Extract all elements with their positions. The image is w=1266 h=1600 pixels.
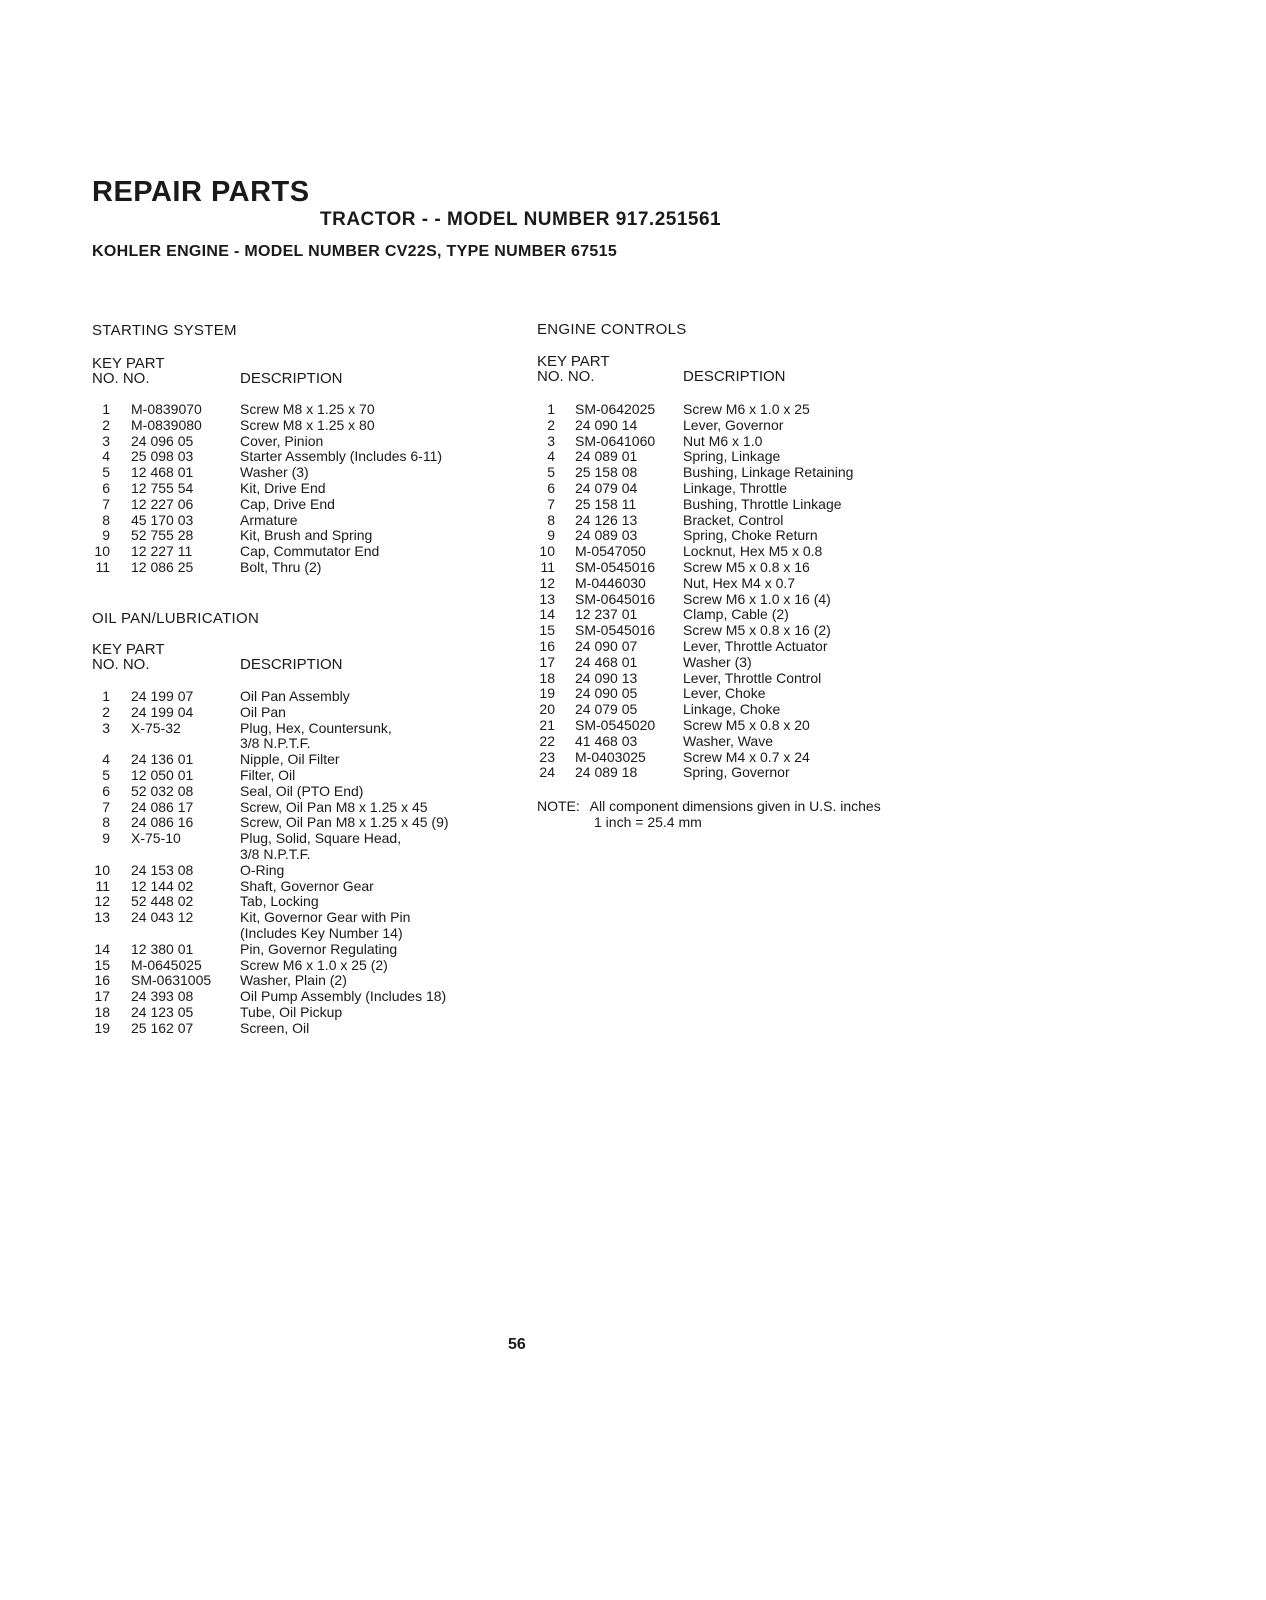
- key-number: 6: [102, 479, 110, 496]
- key-part-header: KEY PART: [92, 641, 165, 658]
- table-row: [92, 973, 512, 989]
- part-description: Plug, Hex, Countersunk,: [240, 719, 392, 736]
- part-description: Shaft, Governor Gear: [240, 877, 374, 894]
- part-description: Plug, Solid, Square Head,: [240, 830, 402, 847]
- key-number: 13: [94, 909, 110, 926]
- part-description: Pin, Governor Regulating: [240, 940, 398, 957]
- note-text: All component dimensions given in U.S. inches: [589, 798, 881, 814]
- key-number: 6: [547, 479, 555, 496]
- engine-controls-list: [537, 402, 957, 781]
- key-number: 2: [102, 416, 110, 433]
- part-description: Washer (3): [683, 653, 752, 670]
- part-number: 12 227 11: [131, 543, 193, 560]
- part-description: Locknut, Hex M5 x 0.8: [683, 543, 823, 560]
- part-description: Screen, Oil: [240, 1019, 310, 1036]
- table-row: [92, 879, 512, 895]
- starting-system-list: [92, 402, 512, 576]
- table-row: [537, 528, 957, 544]
- table-row: [537, 418, 957, 434]
- key-number: 16: [539, 637, 555, 654]
- part-number: 24 090 07: [575, 637, 638, 654]
- part-number: 52 755 28: [131, 527, 194, 544]
- key-number: 7: [547, 495, 555, 512]
- part-number: 24 090 14: [575, 416, 638, 433]
- oil-pan-header: [92, 642, 392, 674]
- key-number: 4: [102, 448, 110, 465]
- no-no-header: NO. NO.: [92, 370, 150, 387]
- part-description: Nut, Hex M4 x 0.7: [683, 574, 796, 591]
- table-row: [92, 1021, 512, 1037]
- part-description: Lever, Governor: [683, 416, 784, 433]
- key-number: 17: [539, 653, 555, 670]
- key-number: 8: [102, 814, 110, 831]
- key-number: 1: [102, 401, 110, 417]
- table-row: [92, 449, 512, 465]
- part-description: Nipple, Oil Filter: [240, 751, 340, 768]
- key-number: 18: [94, 1003, 110, 1020]
- table-row: [537, 449, 957, 465]
- starting-system-header: [92, 356, 392, 388]
- part-number: 24 089 01: [575, 448, 638, 465]
- part-number: 24 123 05: [131, 1003, 194, 1020]
- part-number: 25 162 07: [131, 1019, 194, 1036]
- part-number: 12 227 06: [131, 495, 194, 512]
- part-description: Screw M4 x 0.7 x 24: [683, 748, 810, 765]
- part-description: Lever, Choke: [683, 685, 766, 702]
- part-number: 24 043 12: [131, 909, 194, 926]
- key-number: 10: [94, 543, 110, 560]
- table-row: [537, 513, 957, 529]
- part-description: Spring, Linkage: [683, 448, 781, 465]
- note-label: NOTE:: [537, 798, 580, 814]
- key-number: 22: [539, 732, 555, 749]
- part-number: X-75-32: [131, 719, 181, 736]
- table-row-continuation: [92, 736, 512, 752]
- table-row: [92, 434, 512, 450]
- part-description: Kit, Governor Gear with Pin: [240, 909, 411, 926]
- key-number: 4: [102, 751, 110, 768]
- key-part-header: KEY PART: [92, 355, 165, 372]
- oil-pan-title: OIL PAN/LUBRICATION: [92, 610, 260, 627]
- table-row: [537, 702, 957, 718]
- table-row: [537, 560, 957, 576]
- table-row: [537, 686, 957, 702]
- part-description: Bushing, Throttle Linkage: [683, 495, 842, 512]
- table-row: [537, 576, 957, 592]
- part-description: Oil Pan Assembly: [240, 688, 350, 704]
- key-number: 3: [102, 432, 110, 449]
- key-number: 19: [94, 1019, 110, 1036]
- table-row: [92, 863, 512, 879]
- part-number: 24 086 17: [131, 798, 194, 815]
- table-row: [92, 894, 512, 910]
- key-number: 9: [547, 527, 555, 544]
- part-number: 24 468 01: [575, 653, 638, 670]
- key-number: 11: [540, 558, 555, 575]
- table-row-continuation: [92, 847, 512, 863]
- key-number: 9: [102, 527, 110, 544]
- part-description-continued: (Includes Key Number 14): [240, 924, 403, 941]
- engine-controls-title: ENGINE CONTROLS: [537, 321, 687, 338]
- part-description: Screw M8 x 1.25 x 70: [240, 401, 375, 417]
- part-description: Nut M6 x 1.0: [683, 432, 763, 449]
- key-number: 18: [539, 669, 555, 686]
- table-row: [92, 689, 512, 705]
- table-row: [92, 958, 512, 974]
- key-number: 12: [539, 574, 555, 591]
- key-number: 15: [539, 622, 555, 639]
- part-description: Bolt, Thru (2): [240, 558, 322, 575]
- table-row: [537, 639, 957, 655]
- part-number: M-0645025: [131, 956, 202, 973]
- description-header: DESCRIPTION: [240, 370, 343, 387]
- part-number: M-0839080: [131, 416, 202, 433]
- table-row: [537, 481, 957, 497]
- part-description: Washer, Wave: [683, 732, 773, 749]
- part-description: Bushing, Linkage Retaining: [683, 464, 854, 481]
- part-number: 12 144 02: [131, 877, 194, 894]
- table-row: [92, 768, 512, 784]
- key-number: 1: [102, 688, 110, 704]
- page-number: 56: [508, 1336, 526, 1353]
- part-number: 24 096 05: [131, 432, 194, 449]
- part-description: Screw, Oil Pan M8 x 1.25 x 45: [240, 798, 428, 815]
- part-description-continued: 3/8 N.P.T.F.: [240, 735, 311, 752]
- part-number: 52 448 02: [131, 893, 194, 910]
- table-row: [537, 434, 957, 450]
- part-description-continued: 3/8 N.P.T.F.: [240, 845, 311, 862]
- part-number: 12 468 01: [131, 464, 194, 481]
- part-number: 25 158 08: [575, 464, 638, 481]
- tractor-model-heading: TRACTOR - - MODEL NUMBER 917.251561: [320, 209, 722, 230]
- part-description: Cap, Commutator End: [240, 543, 380, 560]
- part-description: O-Ring: [240, 861, 285, 878]
- part-number: 24 126 13: [575, 511, 638, 528]
- key-number: 14: [539, 606, 555, 623]
- key-number: 13: [539, 590, 555, 607]
- table-row: [92, 513, 512, 529]
- part-number: 24 079 04: [575, 479, 638, 496]
- table-row: [537, 750, 957, 766]
- part-description: Cover, Pinion: [240, 432, 324, 449]
- part-number: 24 136 01: [131, 751, 194, 768]
- part-description: Screw, Oil Pan M8 x 1.25 x 45 (9): [240, 814, 449, 831]
- part-description: Kit, Brush and Spring: [240, 527, 373, 544]
- part-number: 41 468 03: [575, 732, 638, 749]
- part-description: Filter, Oil: [240, 766, 296, 783]
- part-number: 25 098 03: [131, 448, 194, 465]
- part-description: Screw M6 x 1.0 x 25: [683, 401, 810, 417]
- table-row: [92, 402, 512, 418]
- table-row: [537, 734, 957, 750]
- engine-controls-header: [537, 354, 837, 386]
- table-row: [92, 544, 512, 560]
- table-row: [537, 655, 957, 671]
- table-row: [92, 752, 512, 768]
- part-description: Tube, Oil Pickup: [240, 1003, 343, 1020]
- table-row: [92, 815, 512, 831]
- table-row: [537, 671, 957, 687]
- table-row: [537, 544, 957, 560]
- part-number: 45 170 03: [131, 511, 194, 528]
- description-header: DESCRIPTION: [683, 368, 786, 385]
- table-row: [92, 989, 512, 1005]
- key-number: 3: [547, 432, 555, 449]
- description-header: DESCRIPTION: [240, 656, 343, 673]
- key-number: 8: [547, 511, 555, 528]
- part-description: Screw M6 x 1.0 x 16 (4): [683, 590, 831, 607]
- part-description: Cap, Drive End: [240, 495, 335, 512]
- key-number: 21: [539, 716, 555, 733]
- table-row: [92, 942, 512, 958]
- part-number: 24 090 13: [575, 669, 638, 686]
- key-part-header: KEY PART: [537, 353, 610, 370]
- part-number: SM-0641060: [575, 432, 656, 449]
- table-row: [92, 497, 512, 513]
- part-number: 24 089 18: [575, 764, 638, 781]
- table-row: [92, 418, 512, 434]
- part-description: Tab, Locking: [240, 893, 319, 910]
- part-description: Screw M5 x 0.8 x 16: [683, 558, 810, 575]
- key-number: 12: [94, 893, 110, 910]
- table-row: [537, 623, 957, 639]
- key-number: 2: [102, 703, 110, 720]
- part-number: 24 393 08: [131, 988, 194, 1005]
- part-number: 24 089 03: [575, 527, 638, 544]
- table-row: [92, 705, 512, 721]
- table-row: [92, 560, 512, 576]
- part-number: M-0547050: [575, 543, 646, 560]
- key-number: 1: [547, 401, 555, 417]
- key-number: 5: [102, 766, 110, 783]
- key-number: 20: [539, 701, 555, 718]
- part-description: Oil Pump Assembly (Includes 18): [240, 988, 447, 1005]
- table-row: [92, 465, 512, 481]
- part-description: Washer (3): [240, 464, 309, 481]
- part-number: 52 032 08: [131, 782, 194, 799]
- engine-model-heading: KOHLER ENGINE - MODEL NUMBER CV22S, TYPE NUMBER 67515: [92, 243, 618, 260]
- part-number: SM-0642025: [575, 401, 656, 417]
- part-description: Clamp, Cable (2): [683, 606, 789, 623]
- part-number: 24 199 07: [131, 688, 194, 704]
- key-number: 24: [539, 764, 555, 781]
- key-number: 14: [94, 940, 110, 957]
- table-row: [537, 465, 957, 481]
- oil-pan-list: [92, 689, 512, 1037]
- part-number: SM-0545016: [575, 622, 656, 639]
- key-number: 16: [94, 972, 110, 989]
- key-number: 15: [94, 956, 110, 973]
- no-no-header: NO. NO.: [537, 368, 595, 385]
- part-description: Kit, Drive End: [240, 479, 326, 496]
- key-number: 19: [539, 685, 555, 702]
- table-row-continuation: [92, 926, 512, 942]
- part-description: Oil Pan: [240, 703, 286, 720]
- part-number: SM-0545016: [575, 558, 656, 575]
- table-row: [92, 910, 512, 926]
- page-title: REPAIR PARTS: [92, 176, 310, 208]
- part-description: Screw M5 x 0.8 x 20: [683, 716, 810, 733]
- part-description: Spring, Choke Return: [683, 527, 818, 544]
- note-conversion: 1 inch = 25.4 mm: [594, 814, 702, 830]
- part-number: SM-0631005: [131, 972, 212, 989]
- part-number: 25 158 11: [575, 495, 637, 512]
- key-number: 7: [102, 798, 110, 815]
- key-number: 11: [95, 877, 110, 894]
- part-number: 24 153 08: [131, 861, 194, 878]
- part-number: 12 086 25: [131, 558, 194, 575]
- part-number: SM-0545020: [575, 716, 656, 733]
- table-row: [537, 718, 957, 734]
- part-number: M-0446030: [575, 574, 646, 591]
- key-number: 10: [94, 861, 110, 878]
- no-no-header: NO. NO.: [92, 656, 150, 673]
- part-number: M-0839070: [131, 401, 202, 417]
- key-number: 9: [102, 830, 110, 847]
- table-row: [92, 528, 512, 544]
- part-description: Starter Assembly (Includes 6-11): [240, 448, 443, 465]
- part-number: 24 199 04: [131, 703, 194, 720]
- part-description: Armature: [240, 511, 298, 528]
- part-number: M-0403025: [575, 748, 646, 765]
- part-description: Lever, Throttle Control: [683, 669, 822, 686]
- part-number: 12 755 54: [131, 479, 194, 496]
- key-number: 6: [102, 782, 110, 799]
- part-description: Screw M5 x 0.8 x 16 (2): [683, 622, 831, 639]
- key-number: 11: [95, 558, 110, 575]
- key-number: 8: [102, 511, 110, 528]
- part-number: 24 090 05: [575, 685, 638, 702]
- note-block: [537, 798, 957, 830]
- key-number: 17: [94, 988, 110, 1005]
- table-row: [92, 1005, 512, 1021]
- table-row: [537, 765, 957, 781]
- part-description: Washer, Plain (2): [240, 972, 347, 989]
- key-number: 23: [539, 748, 555, 765]
- table-row: [537, 402, 957, 418]
- part-number: 12 237 01: [575, 606, 638, 623]
- key-number: 4: [547, 448, 555, 465]
- part-number: 24 079 05: [575, 701, 638, 718]
- key-number: 10: [539, 543, 555, 560]
- table-row: [92, 831, 512, 847]
- table-row: [92, 784, 512, 800]
- part-number: X-75-10: [131, 830, 181, 847]
- key-number: 7: [102, 495, 110, 512]
- part-description: Seal, Oil (PTO End): [240, 782, 364, 799]
- table-row: [92, 721, 512, 737]
- table-row: [537, 592, 957, 608]
- starting-system-title: STARTING SYSTEM: [92, 322, 237, 339]
- part-number: 24 086 16: [131, 814, 194, 831]
- key-number: 5: [547, 464, 555, 481]
- key-number: 5: [102, 464, 110, 481]
- part-description: Screw M8 x 1.25 x 80: [240, 416, 375, 433]
- key-number: 3: [102, 719, 110, 736]
- table-row: [92, 481, 512, 497]
- table-row: [92, 800, 512, 816]
- part-description: Bracket, Control: [683, 511, 784, 528]
- part-description: Linkage, Throttle: [683, 479, 788, 496]
- key-number: 2: [547, 416, 555, 433]
- part-number: 12 050 01: [131, 766, 194, 783]
- part-description: Lever, Throttle Actuator: [683, 637, 828, 654]
- part-description: Spring, Governor: [683, 764, 790, 781]
- part-description: Screw M6 x 1.0 x 25 (2): [240, 956, 388, 973]
- part-number: SM-0645016: [575, 590, 656, 607]
- part-description: Linkage, Choke: [683, 701, 781, 718]
- part-number: 12 380 01: [131, 940, 194, 957]
- table-row: [537, 607, 957, 623]
- table-row: [537, 497, 957, 513]
